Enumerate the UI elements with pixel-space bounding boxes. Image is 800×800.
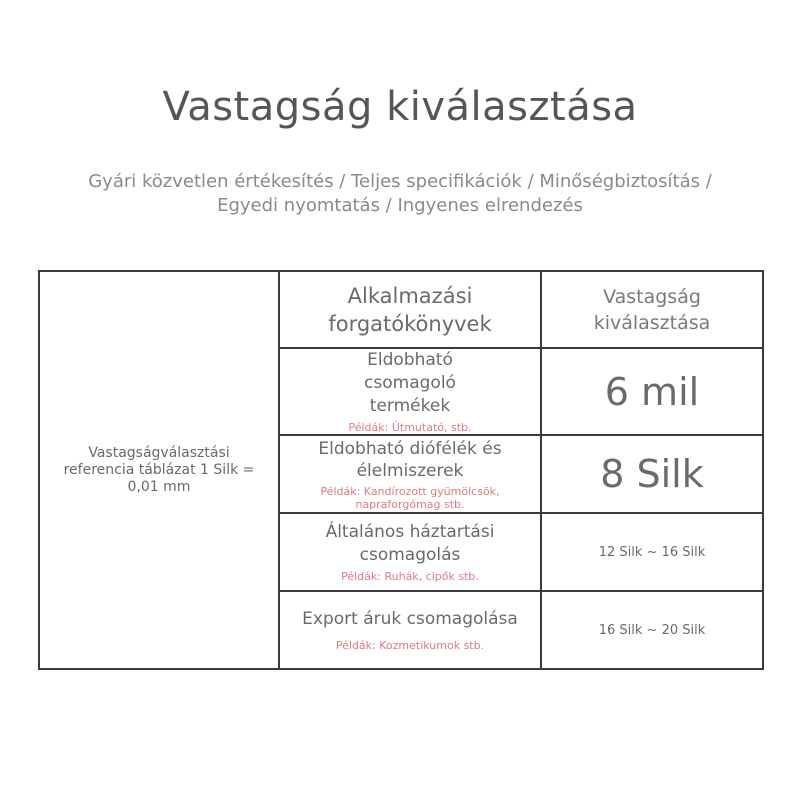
- reference-label: Vastagságválasztási referencia táblázat 1 Silk = 0,01 mm: [63, 444, 255, 495]
- scenario-example: Példák: Kozmetikumok stb.: [335, 639, 485, 652]
- scenario-title: Export áruk csomagolása: [302, 609, 518, 629]
- scenario-cell: [279, 348, 541, 435]
- thickness-value: 12 Silk ~ 16 Silk: [541, 513, 763, 591]
- reference-label-cell: [39, 271, 279, 669]
- scenario-example: Példák: Kandírozott gyümölcsök, napraforgómag stb.: [320, 484, 500, 511]
- thickness-reference-table: [38, 270, 764, 670]
- thickness-value: 16 Silk ~ 20 Silk: [541, 591, 763, 669]
- scenario-title: Általános háztartási csomagolás: [325, 522, 495, 565]
- header-scenarios-label: Alkalmazási forgatókönyvek: [328, 283, 492, 336]
- scenario-cell: [279, 591, 541, 669]
- header-thickness: [541, 271, 763, 348]
- header-thickness-label: Vastagság kiválasztása: [593, 285, 711, 334]
- subtitle-line-2: Egyedi nyomtatás / Ingyenes elrendezés: [217, 195, 583, 216]
- subtitle-line-1: Gyári közvetlen értékesítés / Teljes specifikációk / Minőségbiztosítás /: [88, 171, 712, 192]
- page-title: Vastagság kiválasztása: [162, 84, 638, 130]
- scenario-title: Eldobható diófélék és élelmiszerek: [318, 438, 502, 481]
- header-scenarios: [279, 271, 541, 348]
- page-subtitle: [40, 170, 760, 218]
- scenario-title: Eldobható csomagoló termékek: [364, 350, 456, 416]
- scenario-cell: [279, 435, 541, 513]
- scenario-cell: [279, 513, 541, 591]
- scenario-example: Példák: Útmutató, stb.: [348, 421, 472, 434]
- thickness-value: 8 Silk: [541, 435, 763, 513]
- thickness-value: 6 mil: [541, 348, 763, 435]
- scenario-example: Példák: Ruhák, cipők stb.: [341, 570, 479, 583]
